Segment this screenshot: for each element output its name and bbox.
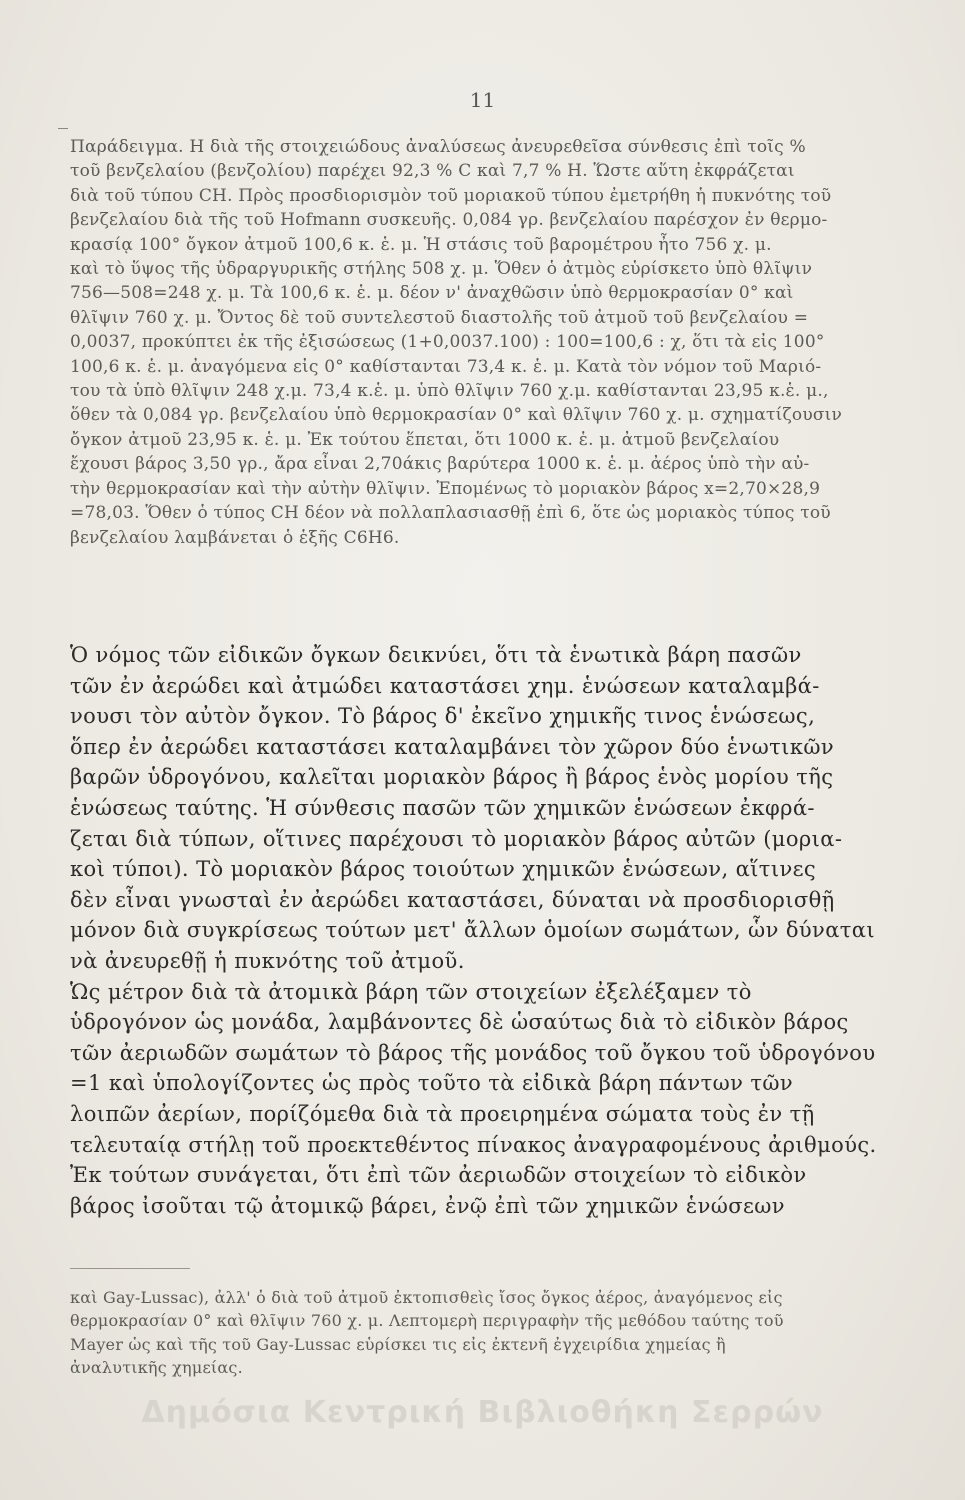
body-text-line: νὰ ἀνευρεθῇ ἡ πυκνότης τοῦ ἀτμοῦ. — [70, 948, 465, 973]
margin-mark — [58, 128, 68, 129]
example-text-line: βενζελαίου διὰ τῆς τοῦ Hofmann συσκευῆς. 0,084 γρ. βενζελαίου παρέσχον ἐν θερμο- — [70, 210, 828, 231]
body-text-line: λοιπῶν ἀερίων, πορίζόμεθα διὰ τὰ προειρημένα σώματα τοὺς ἐν τῇ — [70, 1101, 815, 1126]
body-text-line: =1 καὶ ὑπολογίζοντες ὡς πρὸς τοῦτο τὰ εἰδικὰ βάρη πάντων τῶν — [70, 1071, 794, 1096]
body-text-line: βαρῶν ὑδρογόνου, καλεῖται μοριακὸν βάρος ἢ βάρος ἑνὸς μορίου τῆς — [70, 765, 834, 790]
body-text-line: Ὁ νόμος τῶν εἰδικῶν ὄγκων δεικνύει, ὅτι τὰ ἑνωτικὰ βάρη πασῶν — [70, 643, 802, 667]
example-text-line: του τὰ ὑπὸ θλῖψιν 248 χ.μ. 73,4 κ.ἑ. μ. ὑπὸ θλῖψιν 760 χ.μ. καθίστανται 23,95 κ.ἑ. μ., — [70, 381, 829, 402]
body-text-line: Ὡς μέτρον διὰ τὰ ἀτομικὰ βάρη τῶν στοιχείων ἐξελέξαμεν τὸ — [70, 979, 752, 1004]
body-text-line: ὑδρογόνον ὡς μονάδα, λαμβάνοντες δὲ ὡσαύτως διὰ τὸ εἰδικὸν βάρος — [70, 1010, 849, 1035]
footnote-line: ἀναλυτικῆς χημείας. — [70, 1358, 243, 1378]
body-text-line: ζεται διὰ τύπων, οἵτινες παρέχουσι τὸ μοριακὸν βάρος αὐτῶν (μορια- — [70, 826, 843, 851]
footnote-separator — [70, 1268, 190, 1269]
example-text-line: τοῦ βενζελαίου (βενζολίου) παρέχει 92,3 % C καὶ 7,7 % H. Ὥστε αὕτη ἐκφράζεται — [70, 161, 795, 182]
body-text-line: νουσι τὸν αὐτὸν ὄγκον. Τὸ βάρος δ' ἐκεῖνο χημικῆς τινος ἑνώσεως, — [70, 704, 816, 729]
example-text-line: βενζελαίου λαμβάνεται ὁ ἑξῆς C6H6. — [70, 527, 400, 548]
body-text-line: κοὶ τύποι). Τὸ μοριακὸν βάρος τοιούτων χημικῶν ἑνώσεων, αἵτινες — [70, 857, 817, 882]
footnote-line: καὶ Gay-Lussac), ἀλλ' ὁ διὰ τοῦ ἀτμοῦ ἐκτοπισθεὶς ἴσος ὄγκος ἀέρος, ἀναγόμενος εἰς — [70, 1288, 783, 1307]
library-watermark: Δημόσια Κεντρική Βιβλιοθήκη Σερρών — [141, 1395, 824, 1430]
example-text-line: κρασίᾳ 100° ὄγκον ἀτμοῦ 100,6 κ. ἑ. μ. Ἡ στάσις τοῦ βαρομέτρου ἦτο 756 χ. μ. — [70, 234, 772, 255]
example-text-line: διὰ τοῦ τύπου CH. Πρὸς προσδιορισμὸν τοῦ μοριακοῦ τύπου ἐμετρήθη ἡ πυκνότης τοῦ — [70, 185, 832, 206]
example-text-line: Παράδειγμα. Η διὰ τῆς στοιχειώδους ἀναλύσεως ἀνευρεθεῖσα σύνθεσις ἐπὶ τοῖς % — [70, 137, 806, 157]
example-text-line: =78,03. Ὅθεν ὁ τύπος CH δέον νὰ πολλαπλασιασθῇ ἐπὶ 6, ὅτε ὡς μοριακὸς τύπος τοῦ — [70, 503, 831, 524]
example-paragraph — [70, 135, 900, 550]
body-text-line: ὅπερ ἐν ἀερώδει καταστάσει καταλαμβάνει τὸν χῶρον δύο ἑνωτικῶν — [70, 734, 835, 759]
body-text-line: δὲν εἶναι γνωσταὶ ἐν ἀερώδει καταστάσει, δύναται νὰ προσδιορισθῇ — [70, 887, 835, 912]
body-text-line: μόνον διὰ συγκρίσεως τούτων μετ' ἄλλων ὁμοίων σωμάτων, ὧν δύναται — [70, 918, 876, 943]
body-text-line: βάρος ἰσοῦται τῷ ἀτομικῷ βάρει, ἐνῷ ἐπὶ τῶν χημικῶν ἑνώσεων — [70, 1193, 785, 1218]
example-text-line: τὴν θερμοκρασίαν καὶ τὴν αὐτὴν θλῖψιν. Ἑπομένως τὸ μοριακὸν βάρος x=2,70×28,9 — [70, 478, 821, 499]
body-text-line: τῶν ἐν ἀερώδει καὶ ἀτμώδει καταστάσει χημ. ἑνώσεων καταλαμβά- — [70, 673, 820, 698]
body-text-line: τῶν ἀεριωδῶν σωμάτων τὸ βάρος τῆς μονάδος τοῦ ὄγκου τοῦ ὑδρογόνου — [70, 1040, 876, 1065]
example-text-line: 100,6 κ. ἑ. μ. ἀναγόμενα εἰς 0° καθίστανται 73,4 κ. ἑ. μ. Κατὰ τὸν νόμον τοῦ Μαριό- — [70, 356, 822, 377]
footnote — [70, 1286, 900, 1380]
example-text-line: 756—508=248 χ. μ. Τὰ 100,6 κ. ἑ. μ. δέον ν' ἀναχθῶσιν ὑπὸ θερμοκρασίαν 0° καὶ — [70, 283, 794, 304]
body-text-line: τελευταίᾳ στήλῃ τοῦ προεκτεθέντος πίνακος ἀναγραφομένους ἀριθμούς. — [70, 1132, 877, 1157]
footnote-line: Mayer ὡς καὶ τῆς τοῦ Gay-Lussac εὑρίσκει τις εἰς ἐκτενῆ ἐγχειρίδια χημείας ἢ — [70, 1334, 726, 1354]
footnote-line: θερμοκρασίαν 0° καὶ θλῖψιν 760 χ. μ. Λεπτομερὴ περιγραφὴν τῆς μεθόδου ταύτης τοῦ — [70, 1311, 784, 1331]
main-text — [70, 640, 900, 1221]
example-text-line: ὄγκον ἀτμοῦ 23,95 κ. ἑ. μ. Ἐκ τούτου ἕπεται, ὅτι 1000 κ. ἑ. μ. ἀτμοῦ βενζελαίου — [70, 429, 780, 450]
example-text-line: θλῖψιν 760 χ. μ. Ὄντος δὲ τοῦ συντελεστοῦ διαστολῆς τοῦ ἀτμοῦ τοῦ βενζελαίου = — [70, 307, 809, 328]
example-text-line: 0,0037, προκύπτει ἐκ τῆς ἐξισώσεως (1+0,0037.100) : 100=100,6 : χ, ὅτι τὰ εἰς 100° — [70, 332, 825, 353]
body-text-line: ἑνώσεως ταύτης. Ἡ σύνθεσις πασῶν τῶν χημικῶν ἑνώσεων ἐκφρά- — [70, 795, 815, 820]
body-text-line: Ἐκ τούτων συνάγεται, ὅτι ἐπὶ τῶν ἀεριωδῶν στοιχείων τὸ εἰδικὸν — [70, 1163, 807, 1188]
example-text-line: ὅθεν τὰ 0,084 γρ. βενζελαίου ὑπὸ θερμοκρασίαν 0° καὶ θλῖψιν 760 χ. μ. σχηματίζουσιν — [70, 405, 843, 426]
example-text-line: ἔχουσι βάρος 3,50 γρ., ἄρα εἶναι 2,70άκις βαρύτερα 1000 κ. ἑ. μ. ἀέρος ὑπὸ τὴν αὐ- — [70, 454, 810, 475]
example-text-line: καὶ τὸ ὕψος τῆς ὑδραργυρικῆς στήλης 508 χ. μ. Ὅθεν ὁ ἀτμὸς εὑρίσκετο ὑπὸ θλῖψιν — [70, 259, 813, 280]
page-number: 11 — [469, 88, 496, 112]
